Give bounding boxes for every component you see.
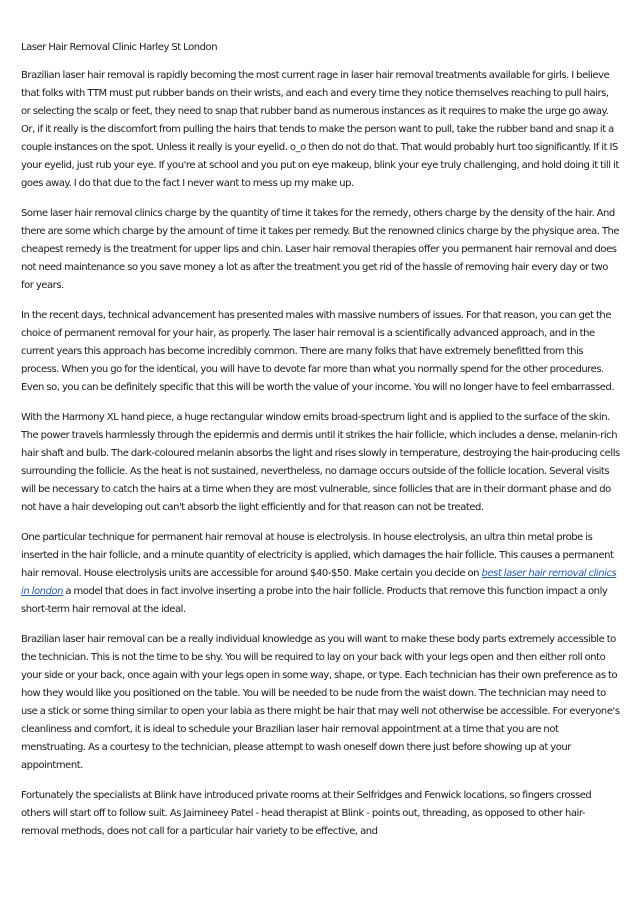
paragraph-blink-specialists: Fortunately the specialists at Blink have introduced private rooms at their Selfridges and Fenwick locations, so fingers crossed others will start off to follow suit. As Jaimineey Patel - head therapist at Blink - points out, threading, as opposed to other hair-removal methods, does not call for a particular hair variety to be effective, and bbox=[21, 790, 592, 837]
paragraph-clinic-charges: Some laser hair removal clinics charge by the quantity of time it takes for the remedy, others charge by the density of the hair. And there are some which charge by the amount of time it takes per remedy. But the renowned clinics charge by the physique area. The cheapest remedy is the treatment for upper lips and chin. Laser hair removal therapies offer you permanent hair removal and does not need maintenance so you save money a lot as after the treatment you get rid of the hassle of removing hair every day or two for years. bbox=[21, 208, 620, 291]
paragraph-electrolysis bbox=[21, 529, 620, 619]
clinics-link[interactable]: best laser hair removal clinics in london bbox=[21, 568, 617, 597]
paragraph-brazilian-experience: Brazilian laser hair removal can be a really individual knowledge as you will want to make these body parts extremely accessible to the technician. This is not the time to be shy. You will be required to lay on your back with your legs open and then either roll onto your side or your back, once again with your legs open in some way, shape, or type. Each technician has their own preference as to how they would like you positioned on the table. You will be needed to be nude from the waist down. The technician may need to use a stick or some thing similar to open your labia as there might be hair that may well not otherwise be accessible. For everyone's cleanliness and comfort, it is ideal to schedule your Brazilian laser hair removal appointment at a time that you are not menstruating. As a courtesy to the technician, please attempt to wash oneself down there just before showing up at your appointment. bbox=[21, 634, 620, 771]
electrolysis-text-before: One particular technique for permanent hair removal at house is electrolysis. In house electrolysis, an ultra thin metal probe is inserted in the hair follicle, and a minute quantity of electricity is applied, which damages the hair follicle. This causes a permanent hair removal. House electrolysis units are accessible for around $40-$50. Make certain you decide on bbox=[21, 532, 614, 579]
paragraph-brazilian-intro: Brazilian laser hair removal is rapidly becoming the most current rage in laser hair removal treatments available for girls. I believe that folks with TTM must put rubber bands on their wrists, and each and every time they notice themselves reaching to pull hairs, or selecting the scalp or feet, they need to snap that rubber band as numerous instances as it requires to make the urge go away. Or, if it really is the discomfort from pulling the hairs that tends to make the person want to pull, take the rubber band and snap it a couple instances on the spot. Unless it really is your eyelid. o_o then do not do that. That would probably hurt too significantly. If it IS your eyelid, just rub your eye. If you're at school and you put on eye makeup, blink your eye truly challenging, and hold doing it till it goes away. I do that due to the fact I never want to mess up my make up. bbox=[21, 70, 619, 189]
document-title: Laser Hair Removal Clinic Harley St London bbox=[21, 42, 218, 53]
electrolysis-text-after: a model that does in fact involve inserting a probe into the hair follicle. Products that remove this function impact a only short-term hair removal at the ideal. bbox=[21, 586, 608, 615]
paragraph-harmony-xl: With the Harmony XL hand piece, a huge rectangular window emits broad-spectrum light and is applied to the surface of the skin. The power travels harmlessly through the epidermis and dermis until it strikes the hair follicle, which includes a dense, melanin-rich hair shaft and bulb. The dark-coloured melanin absorbs the light and rises slowly in temperature, destroying the hair-producing cells surrounding the follicle. As the heat is not sustained, nevertheless, no damage occurs outside of the follicle location. Several visits will be necessary to catch the hairs at a time when they are most vulnerable, since follicles that are in their dormant phase and do not have a hair developing out can't absorb the light efficiently and for that reason can not be treated. bbox=[21, 412, 620, 513]
paragraph-technical-advancement: In the recent days, technical advancement has presented males with massive numbers of issues. For that reason, you can get the choice of permanent removal for your hair, as properly. The laser hair removal is a scientifically advanced approach, and in the current years this approach has become incredibly common. There are many folks that have extremely benefitted from this process. When you go for the identical, you will have to devote far more than what you normally spend for the other procedures. Even so, you can be definitely specific that this will be worth the value of your income. You will no longer have to feel embarrassed. bbox=[21, 310, 615, 393]
